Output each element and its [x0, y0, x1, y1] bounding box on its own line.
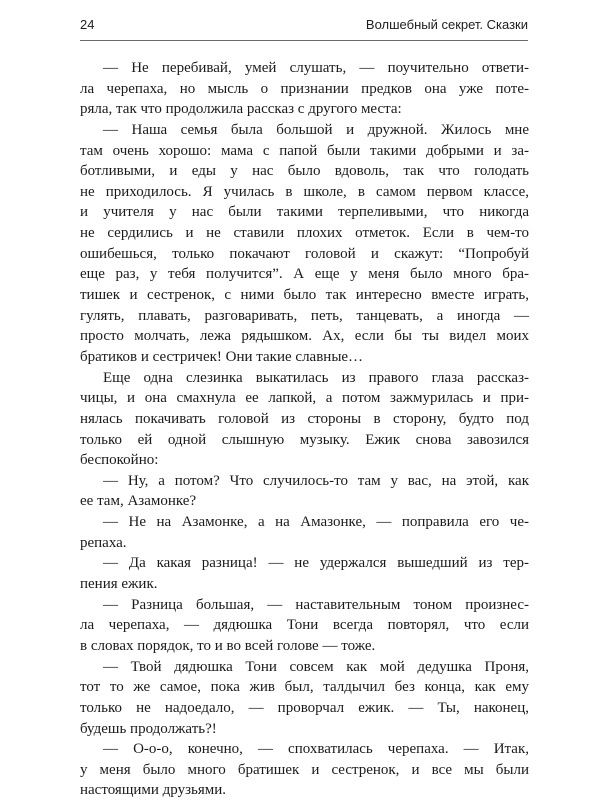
text-line: еще раз, у тебя получится”. А еще у меня было много бра- [80, 266, 529, 283]
text-line: — Да какая разница! — не удержался вышедший из тер- [103, 555, 529, 572]
text-line: просто молчать, лежа рядышком. Ах, если бы ты видел моих [80, 328, 529, 345]
page-body [80, 58, 529, 801]
text-line: и учителя у нас были такими терпеливыми, что никогда [80, 204, 529, 221]
text-line: ошибешься, только покачают головой и скажут: “Попробуй [80, 245, 529, 262]
text-line: — Не перебивай, умей слушать, — поучительно ответи- [103, 60, 529, 76]
text-line: — Наша семья была большой и дружной. Жилось мне [103, 121, 529, 138]
text-line: репаха. [80, 534, 127, 551]
text-line: ботливыми, и еды у нас было вдоволь, так что голодать [80, 163, 529, 180]
text-line: в словах порядок, то и во всей голове — тоже. [80, 637, 376, 654]
text-line: не сердились и не ставили плохих отметок. Если в чем-то [80, 225, 529, 242]
text-line: только не надоедало, — проворчал ежик. — Ты, наконец, [80, 699, 529, 716]
header-rule [80, 40, 528, 41]
text-line: пения ежик. [80, 576, 158, 593]
running-title: Волшебный секрет. Сказки [365, 17, 528, 32]
text-line: нялась покачивать головой из стороны в сторону, будто под [80, 410, 529, 427]
text-line: гулять, плавать, разговаривать, петь, танцевать, а иногда — [80, 307, 529, 324]
text-line: — Не на Азамонке, а на Амазонке, — поправила его че- [103, 514, 529, 531]
text-line: ее там, Азамонке? [80, 493, 197, 510]
text-line: Еще одна слезинка выкатилась из правого глаза рассказ- [103, 369, 529, 386]
text-line: — О-о-о, конечно, — спохватилась черепаха. — Итак, [103, 741, 529, 758]
text-line: — Твой дядюшка Тони совсем как мой дедушка Проня, [103, 658, 529, 675]
page-header [80, 17, 528, 37]
text-line: ряла, так что продолжила рассказ с другого места: [80, 101, 402, 118]
text-line: только ей одной слышную музыку. Ежик снова завозился [80, 431, 529, 448]
text-line: там очень хорошо: мама с папой были такими добрыми и за- [80, 142, 529, 159]
text-line: тишек и сестренок, с ними было так интересно вместе играть, [80, 287, 529, 304]
text-line: тот то же самое, пока жив был, талдычил без конца, как ему [80, 679, 529, 696]
text-line: будешь продолжать?! [80, 720, 217, 737]
text-line: — Ну, а потом? Что случилось-то там у вас, на этой, как [103, 472, 529, 489]
text-line: у меня было много братишек и сестренок, и все мы были [80, 761, 529, 778]
text-line: настоящими друзьями. [80, 782, 227, 799]
text-line: ла черепаха, но мысль о признании предков она уже поте- [80, 80, 529, 97]
page-number: 24 [80, 17, 95, 32]
text-line: чицы, и она смахнула ее лапкой, а потом зажмурилась и при- [80, 390, 529, 407]
text-line: братиков и сестричек! Они такие славные… [80, 348, 364, 365]
text-line: беспокойно: [80, 452, 159, 469]
text-line: ла черепаха, — дядюшка Тони всегда повторял, что если [80, 617, 529, 634]
text-line: не приходилось. Я училась в школе, в самом первом классе, [80, 183, 529, 200]
text-line: — Разница большая, — наставительным тоном произнес- [103, 596, 529, 613]
